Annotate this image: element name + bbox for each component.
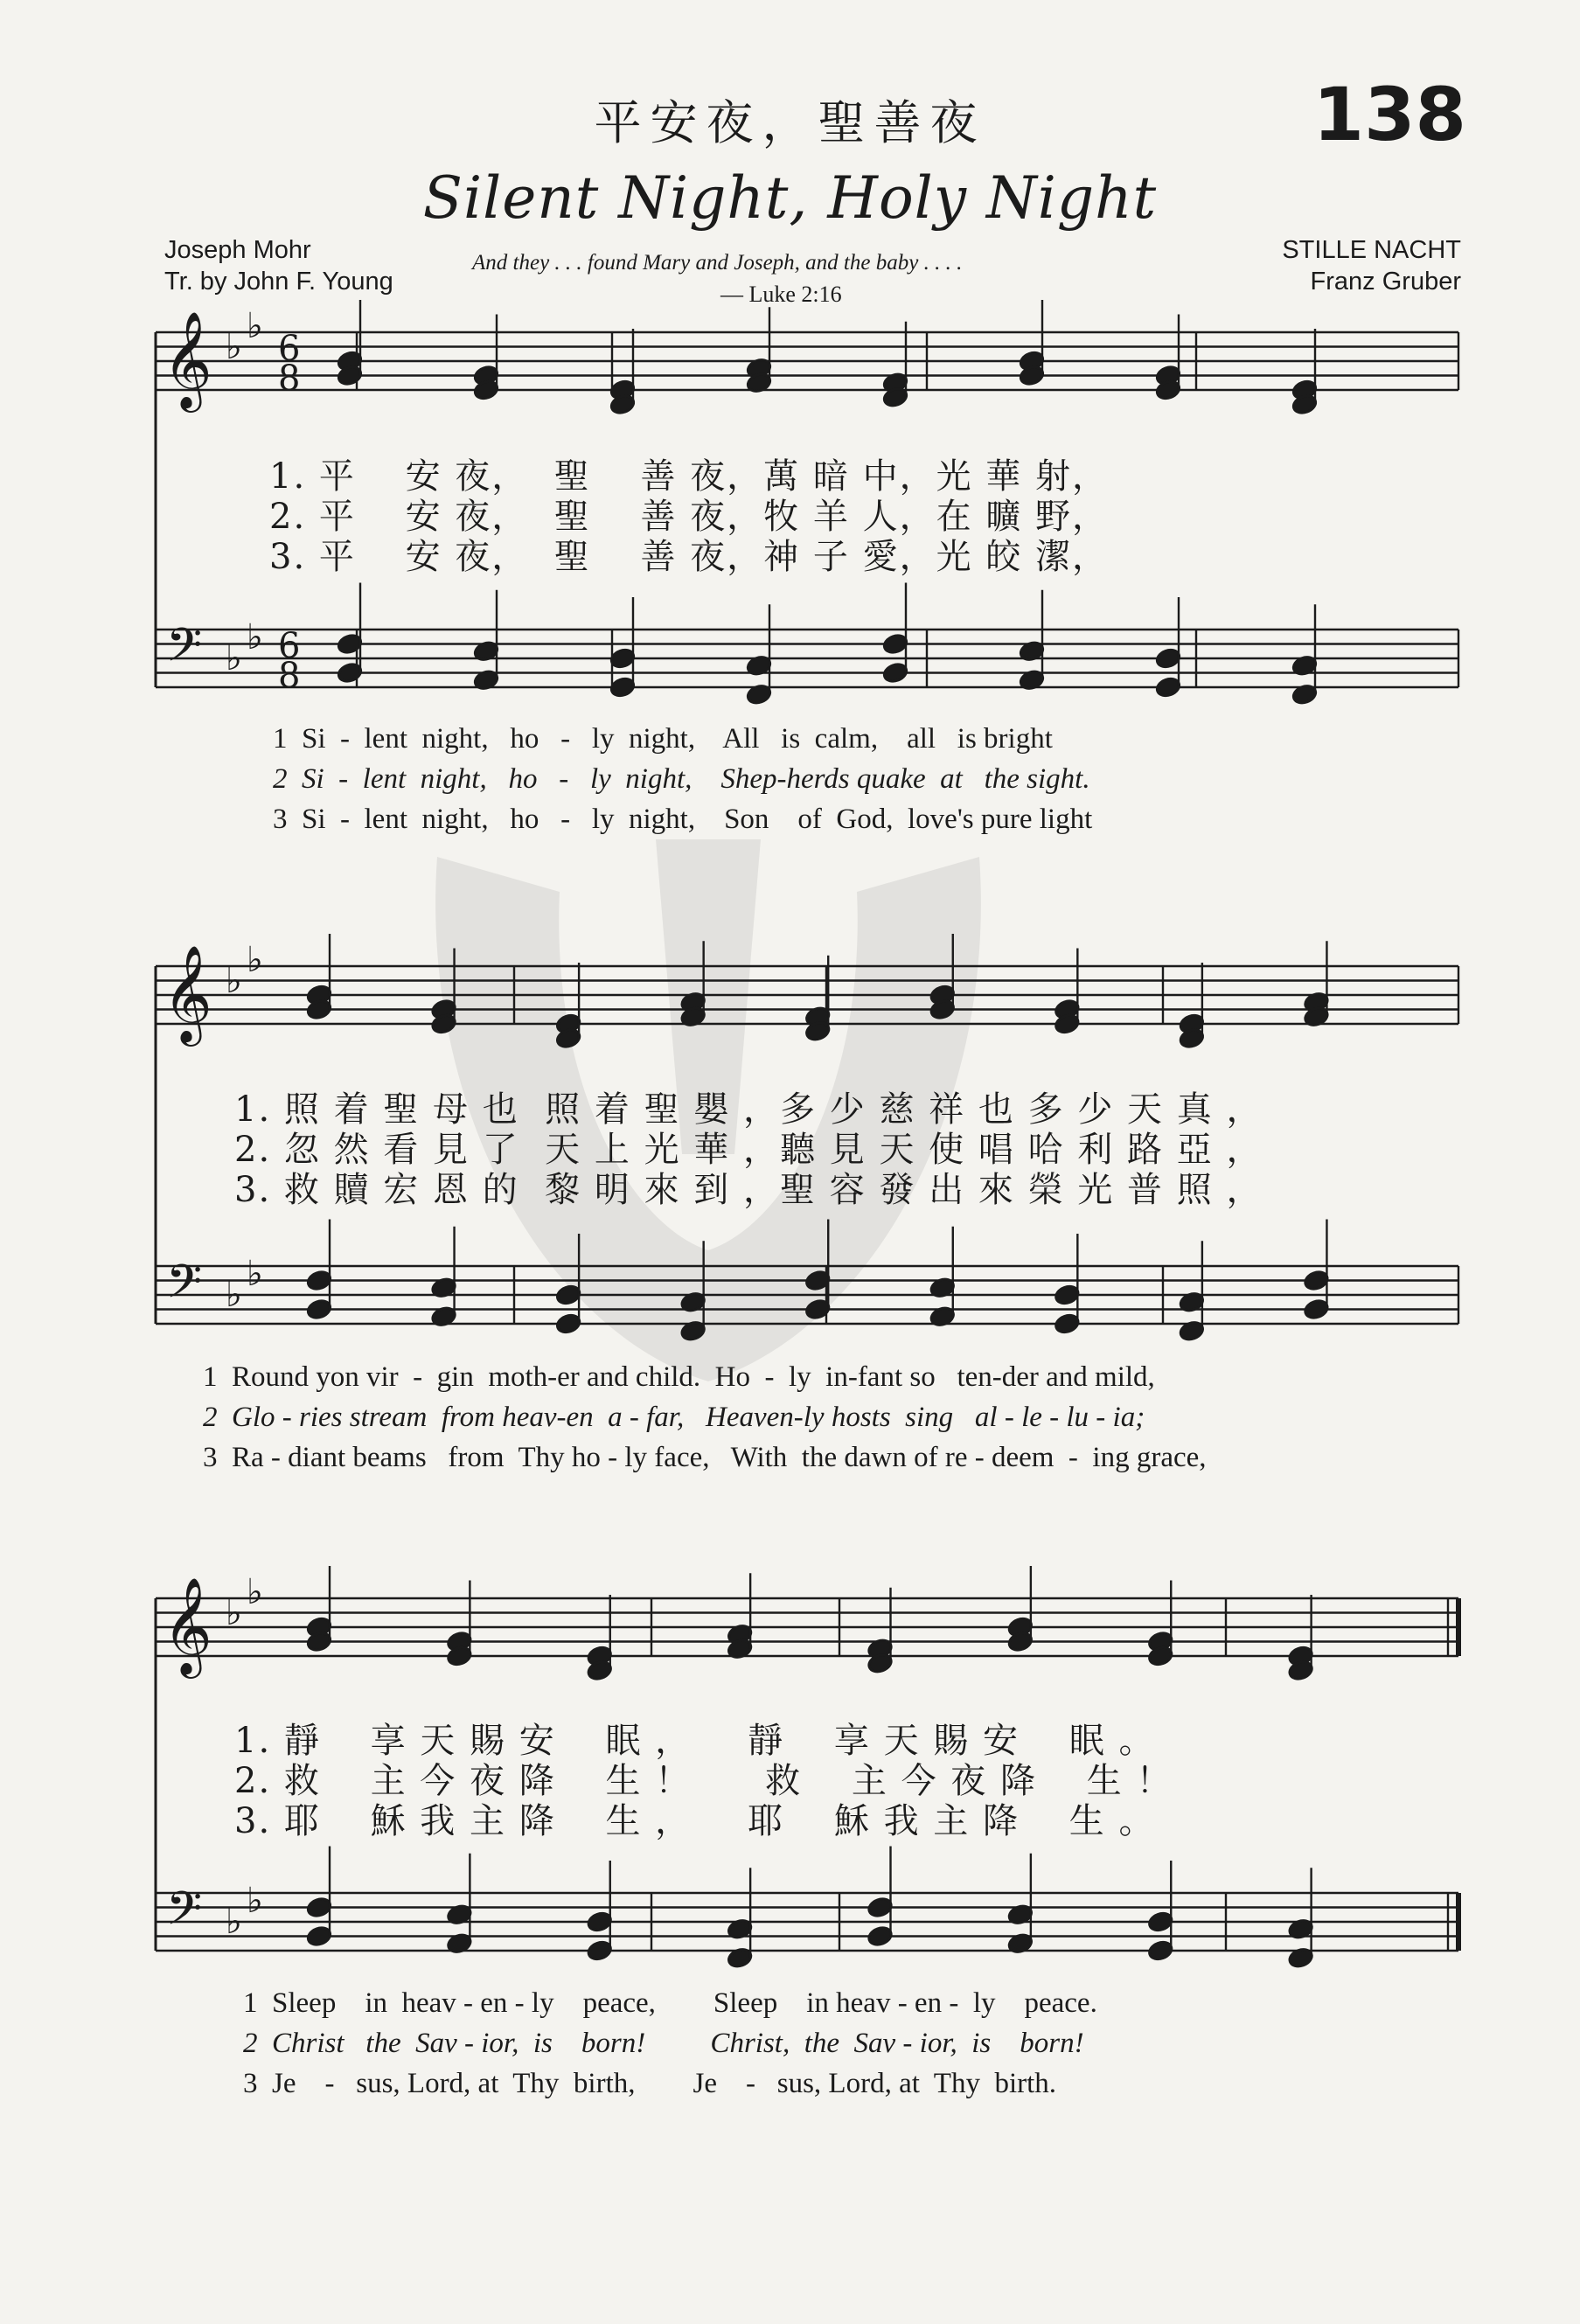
bass-note [1155,676,1182,699]
bass-clef-icon: 𝄢 [166,619,203,684]
chinese-verse-3: 3. 平 安 夜， 聖 善 夜，神 子 愛，光 皎 潔， [269,537,1110,577]
time-signature: 8 [278,656,301,696]
bass-note [586,1910,613,1933]
flat-icon: ♭ [226,1593,242,1633]
bass-note [1303,1270,1330,1292]
english-verse-3: 3 Si - lent night, ho - ly night, Son of God, love's pure light [273,804,1093,835]
tune-name: STILLE NACHT [1282,236,1461,264]
english-verse-1: 1 Round yon vir - gin moth-er and child. Ho - ly in-fant so ten-der and mild, [203,1361,1155,1393]
chinese-verse-1: 1. 靜 享 天 賜 安 眠 ， 靜 享 天 賜 安 眠 。 [234,1721,1156,1761]
time-signature: 6 [278,329,301,369]
treble-clef-icon: 𝄞 [163,1576,212,1674]
chinese-verse-2: 2. 救 主 今 夜 降 生 ！ 救 主 今 夜 降 生 ！ [234,1761,1173,1801]
scripture-reference: — Luke 2:16 [720,282,842,307]
chinese-verse-1: 1. 照 着 聖 母 也 照 着 聖 嬰 ，多 少 慈 祥 也 多 少 天 真 ， [234,1089,1263,1130]
bass-note [337,662,364,685]
translator: Tr. by John F. Young [164,268,393,296]
chinese-verse-3: 3. 救 贖 宏 恩 的 黎 明 來 到 ，聖 容 發 出 來 榮 光 普 照 ， [234,1170,1263,1210]
flat-icon: ♭ [226,1275,242,1315]
english-verse-3: 3 Ra - diant beams from Thy ho - ly face, With the dawn of re - deem - ing grace, [203,1442,1207,1473]
bass-note [882,633,909,656]
bass-note [609,676,637,699]
flat-icon: ♭ [226,638,242,678]
bass-note [586,1939,613,1962]
bass-note [306,1896,333,1919]
bass-clef-icon: 𝄢 [166,1256,203,1320]
bass-note [609,647,637,670]
hymn-title-english: Silent Night, Holy Night [422,164,1158,232]
english-verse-2: 2 Glo - ries stream from heav-en a - far, Heaven-ly hosts sing al - le - lu - ia; [203,1402,1145,1433]
bass-note [1303,1298,1330,1321]
scripture-quote: And they . . . found Mary and Joseph, and the baby . . . . [472,251,963,275]
english-verse-3: 3 Je - sus, Lord, at Thy birth, Je - sus, Lord, at Thy birth. [243,2068,1057,2099]
treble-clef-icon: 𝄞 [163,310,212,408]
system-2-english-lyrics [203,1357,1207,1478]
english-verse-2: 2 Si - lent night, ho - ly night, Shep-herds quake at the sight. [273,763,1090,795]
bass-note [306,1270,333,1292]
bass-note [1054,1284,1081,1306]
bass-note [337,633,364,656]
system-3-chinese-lyrics [234,1721,1173,1841]
bass-note [555,1312,582,1335]
bass-note [555,1284,582,1306]
bass-clef-icon: 𝄢 [166,1882,203,1947]
english-verse-1: 1 Sleep in heav - en - ly peace, Sleep in heav - en - ly peace. [243,1987,1097,2019]
hymn-number: 138 [1312,72,1466,157]
bass-note [1147,1910,1174,1933]
bass-note [306,1298,333,1321]
bass-note [1155,647,1182,670]
system-1-english-lyrics [273,719,1092,839]
flat-icon: ♭ [247,306,263,346]
treble-clef-icon: 𝄞 [163,944,212,1042]
flat-icon: ♭ [247,1572,263,1612]
time-signature: 6 [278,626,301,666]
bass-note [882,662,909,685]
chinese-verse-2: 2. 平 安 夜， 聖 善 夜，牧 羊 人，在 曠 野， [269,497,1110,537]
english-verse-2: 2 Christ the Sav - ior, is born! Christ, the Sav - ior, is born! [243,2028,1084,2059]
flat-icon: ♭ [226,961,242,1001]
flat-icon: ♭ [226,327,242,367]
system-3-english-lyrics [243,1983,1097,2104]
bass-note [867,1925,894,1948]
bass-note [306,1925,333,1948]
lyricist: Joseph Mohr [164,236,311,264]
flat-icon: ♭ [247,1881,263,1921]
time-signature: 8 [278,358,301,399]
flat-icon: ♭ [247,1254,263,1294]
chinese-verse-1: 1. 平 安 夜， 聖 善 夜，萬 暗 中，光 華 射， [269,456,1110,497]
bass-note [1147,1939,1174,1962]
system-1-chinese-lyrics [269,456,1109,577]
bass-note [867,1896,894,1919]
chinese-verse-2: 2. 忽 然 看 見 了 天 上 光 華 ，聽 見 天 使 唱 哈 利 路 亞 ， [234,1130,1263,1170]
chinese-verse-3: 3. 耶 穌 我 主 降 生 ， 耶 穌 我 主 降 生 。 [234,1801,1156,1841]
english-verse-1: 1 Si - lent night, ho - ly night, All is calm, all is bright [273,723,1053,755]
hymn-title-chinese: 平安夜，聖善夜 [594,95,986,150]
bass-note [1054,1312,1081,1335]
composer: Franz Gruber [1310,268,1461,296]
system-2-chinese-lyrics [234,1089,1263,1210]
flat-icon: ♭ [247,617,263,658]
flat-icon: ♭ [247,940,263,980]
flat-icon: ♭ [226,1902,242,1942]
